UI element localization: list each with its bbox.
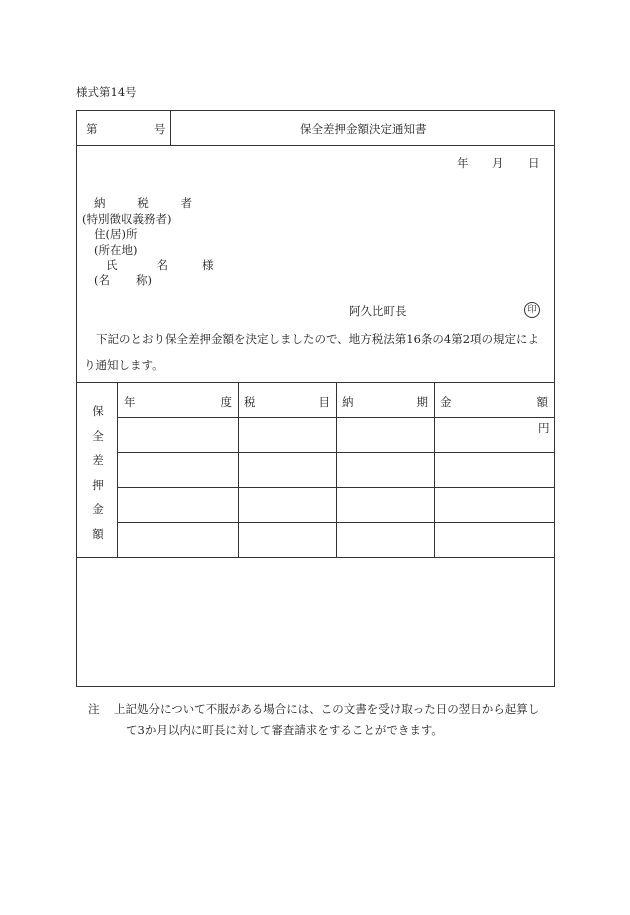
column-divider [336,382,337,557]
corp-name-label-char: (名 [94,273,110,287]
footnote-line: て3か月以内に町長に対して審査請求をすることができます。 [126,723,443,737]
column-header-char: 度 [220,395,232,409]
table-row-divider [117,522,555,523]
location-label: (所在地) [94,243,138,257]
column-header-char: 納 [342,395,354,409]
form-number: 様式第14号 [76,85,137,99]
header-divider [76,145,555,146]
side-label-divider [117,382,118,557]
column-header-char: 期 [416,395,428,409]
column-header-fiscal-year [124,394,232,410]
issuer-title: 阿久比町長 [349,304,407,318]
side-label-char: 額 [92,527,104,541]
footnote-line: 上記処分について不服がある場合には、この文書を受け取った日の翌日から起算し [114,702,540,716]
column-header-tax-item [244,394,330,410]
table-row-divider [117,487,555,488]
column-header-due-period [342,394,428,410]
date-day: 日 [528,156,540,170]
side-label-char: 金 [92,502,104,516]
table-row-divider [117,417,555,418]
name-label [106,257,168,273]
honorific: 様 [202,258,214,272]
column-header-char: 額 [536,395,548,409]
column-header-char: 年 [124,395,136,409]
table-row-divider [117,452,555,453]
column-divider [434,382,435,557]
column-divider [238,382,239,557]
seal-mark: 印 [524,302,540,318]
footnote-mark: 注 [88,702,100,716]
side-label-char: 押 [92,478,104,492]
name-label-char: 名 [156,258,168,272]
name-label-char: 氏 [106,258,118,272]
side-label-char: 差 [92,453,104,467]
header-number-divider [170,110,171,145]
column-header-char: 金 [440,395,452,409]
number-prefix: 第 [86,122,98,136]
number-suffix: 号 [154,122,166,136]
side-label-char: 全 [92,429,104,443]
corp-name-label-char: 称) [136,273,152,287]
table-top-border [76,382,555,383]
special-collector-label: (特別徴収義務者) [82,212,172,226]
address-label: 住(居)所 [94,227,138,241]
column-header-char: 税 [244,395,256,409]
side-label-char: 保 [92,404,104,418]
table-bottom-border [76,557,555,558]
taxpayer-label-char: 税 [137,196,149,210]
taxpayer-label-char: 者 [180,196,192,210]
date-year: 年 [457,156,469,170]
document-title: 保全差押金額決定通知書 [300,122,427,136]
taxpayer-label-char: 納 [94,196,106,210]
notice-text: 下記のとおり保全差押金額を決定しましたので、地方税法第16条の4第2項の規定により通知します。 [84,332,540,372]
column-header-amount [440,394,548,410]
date-month: 月 [492,156,504,170]
corp-name-label [94,272,152,288]
column-header-char: 目 [318,395,330,409]
currency-unit: 円 [538,421,550,435]
taxpayer-label [94,195,192,211]
